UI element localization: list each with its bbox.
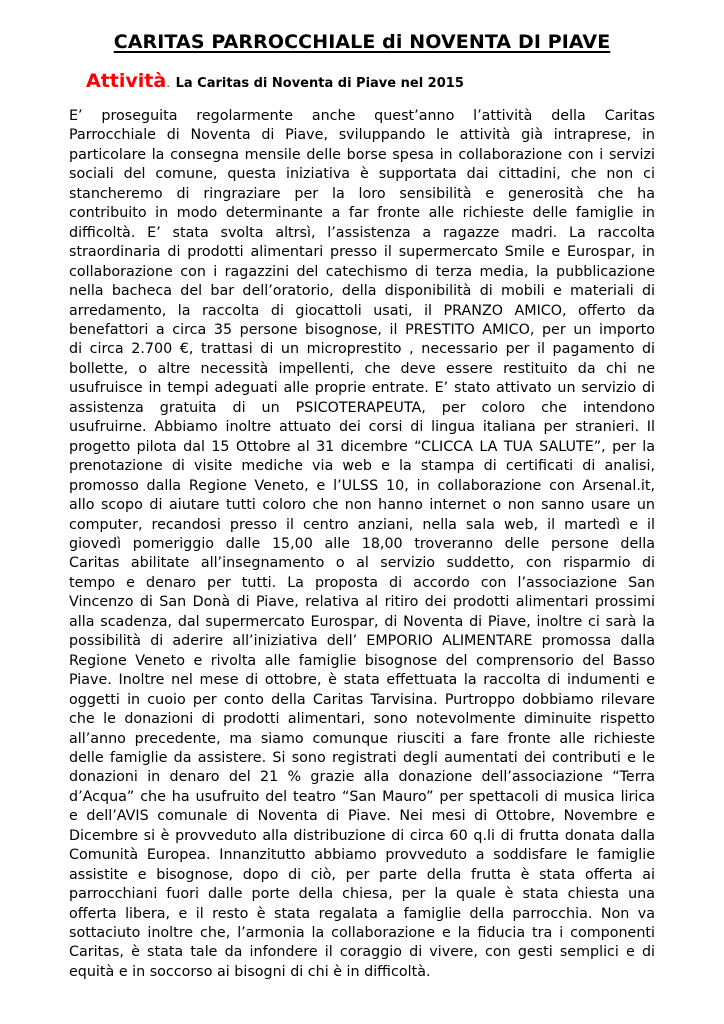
body-line: Parrocchiale di Noventa di Piave, sviluppando le attività già intraprese, in xyxy=(69,127,655,144)
section-subtitle: La Caritas di Noventa di Piave nel 2015 xyxy=(175,76,464,91)
body-line: usufruirne. Abbiamo inoltre attuato dei corsi di lingua italiana per stranieri. Il xyxy=(69,419,655,436)
document-title: CARITAS PARROCCHIALE di NOVENTA DI PIAVE xyxy=(113,31,611,53)
body-line: assistite e bisognose, dopo di ciò, per parte della frutta è stata offerta ai xyxy=(69,866,655,883)
body-line: sociali del comune, questa iniziativa è supportata dai cittadini, che non ci xyxy=(69,166,655,183)
body-line: arredamento, la raccolta di giocattoli usati, il PRANZO AMICO, offerto da xyxy=(69,302,655,319)
body-paragraph xyxy=(69,107,655,982)
body-line: stancheremo di ringraziare per la loro sensibilità e generosità che ha xyxy=(69,185,655,202)
body-line: allo scopo di aiutare tutti coloro che non hanno internet o non sanno usare un xyxy=(69,497,655,514)
section-label-separator: . xyxy=(166,76,171,90)
body-line: delle famiglie da assistere. Si sono registrati degli aumentati dei contributi e le xyxy=(69,749,655,766)
body-line: alla scadenza, dal supermercato Eurospar, di Noventa di Piave, inoltre ci sarà la xyxy=(69,613,655,630)
body-line: usufruisce in tempi adeguati alle proprie entrate. E’ stato attivato un servizio di xyxy=(69,380,655,397)
body-line: prenotazione di visite mediche via web e la stampa di certificati di analisi, xyxy=(69,458,655,475)
body-line: all’anno precedente, ma siamo comunque riusciti a fare fronte alle richieste xyxy=(69,730,655,747)
body-line: E’ proseguita regolarmente anche quest’anno l’attività della Caritas xyxy=(69,108,655,124)
body-line: contribuito in modo determinante a far fronte alle richieste delle famiglie in xyxy=(69,205,655,222)
body-line: Piave. Inoltre nel mese di ottobre, è stata effettuata la raccolta di indumenti e xyxy=(69,672,655,689)
body-line: Dicembre si è provveduto alla distribuzione di circa 60 q.li di frutta donata dalla xyxy=(69,827,655,844)
body-line: progetto pilota dal 15 Ottobre al 31 dicembre “CLICCA LA TUA SALUTE”, per la xyxy=(69,438,655,455)
body-line: che le donazioni di prodotti alimentari, sono notevolmente diminuite rispetto xyxy=(69,711,655,728)
body-line: equità e in soccorso ai bisogni di chi è in difficoltà. xyxy=(69,963,431,980)
body-line: oggetti in cuoio per conto della Caritas Tarvisina. Purtroppo dobbiamo rilevare xyxy=(69,691,655,708)
body-line: bollette, o altre necessità impellenti, che deve essere restituito da chi ne xyxy=(69,360,655,377)
body-line: donazioni in denaro del 21 % grazie alla donazione dell’associazione “Terra xyxy=(69,769,655,786)
body-line: computer, recandosi presso il centro anziani, nella sala web, il martedì e il xyxy=(69,516,655,533)
section-subheading xyxy=(86,68,464,97)
body-line: Comunità Europea. Innanzitutto abbiamo provveduto a soddisfare le famiglie xyxy=(69,847,655,864)
body-line: e dell’AVIS comunale di Noventa di Piave. Nei mesi di Ottobre, Novembre e xyxy=(69,808,655,825)
body-line: difficoltà. E’ stata svolta altrsì, l’assistenza a ragazze madri. La raccolta xyxy=(69,224,655,241)
body-line: Caritas abilitate all’insegnamento o al servizio suddetto, con risparmio di xyxy=(69,555,655,572)
body-line: promosso dalla Regione Veneto, e l’ULSS 10, in collaborazione con Arsenal.it, xyxy=(69,477,655,494)
body-line: offerta libera, e il resto è stata regalata a famiglie della parrocchia. Non va xyxy=(69,905,655,922)
body-line: particolare la consegna mensile delle borse spesa in collaborazione con i servizi xyxy=(69,146,655,163)
body-line: tempo e denaro per tutti. La proposta di accordo con l’associazione San xyxy=(69,574,655,591)
body-line: straordinaria di prodotti alimentari presso il supermercato Smile e Eurospar, in xyxy=(69,244,655,261)
body-line: giovedì pomeriggio dalle 15,00 alle 18,00 troveranno delle persone della xyxy=(69,535,655,552)
body-line: Caritas, è stata tale da infondere il coraggio di vivere, con gesti semplici e di xyxy=(69,944,655,961)
body-line: Vincenzo di San Donà di Piave, relativa al ritiro dei prodotti alimentari prossimi xyxy=(69,594,655,611)
body-line: di circa 2.700 €, trattasi di un microprestito , necessario per il pagamento di xyxy=(69,341,655,358)
body-line: benefattori a circa 35 persone bisognose, il PRESTITO AMICO, per un importo xyxy=(69,321,655,338)
body-line: parrocchiani fuori dalle porte della chiesa, per la quale è stata chiesta una xyxy=(69,886,655,903)
body-line: sottaciuto inoltre che, l’armonia la collaborazione e la fiducia tra i componenti xyxy=(69,925,655,942)
body-line: nella bacheca del bar dell’oratorio, della disponibilità di mobili e materiali di xyxy=(69,283,655,300)
section-label: Attività xyxy=(86,70,167,92)
body-line: possibilità di aderire all’iniziativa dell’ EMPORIO ALIMENTARE promossa dalla xyxy=(69,633,655,650)
body-line: Regione Veneto e rivolta alle famiglie bisognose del comprensorio del Basso xyxy=(69,652,655,669)
body-line: d’Acqua” che ha usufruito del teatro “San Mauro” per spettacoli di musica lirica xyxy=(69,788,655,805)
body-line: collaborazione con i ragazzini del catechismo di terza media, la pubblicazione xyxy=(69,263,655,280)
body-line: assistenza gratuita di un PSICOTERAPEUTA, per coloro che intendono xyxy=(69,399,655,416)
